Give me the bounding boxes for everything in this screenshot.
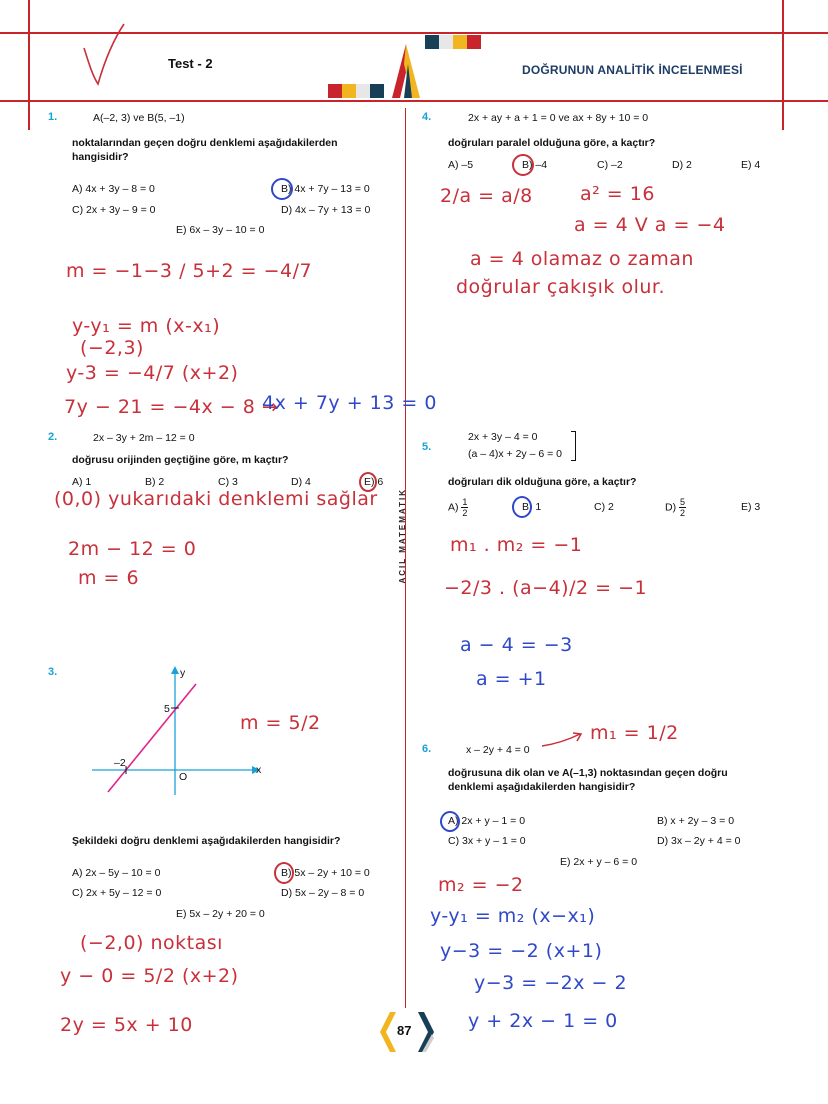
q3-option-b[interactable]: B) 5x – 2y + 10 = 0 [281,867,370,879]
q1-question: noktalarından geçen doğru denklemi aşağıdakilerden hangisidir? [72,137,338,163]
q5-option-d-fraction: $\frac{5}{2}$ [680,497,686,518]
q5-option-d-label: D) [665,501,677,514]
q5-option-a-fraction: $\frac{1}{2}$ [462,497,468,518]
q4-work-line-3: a = 4 V a = −4 [574,214,726,236]
q3-option-e[interactable]: E) 5x – 2y + 20 = 0 [176,908,265,920]
q1-option-a[interactable]: A) 4x + 3y – 8 = 0 [72,183,155,195]
q1-option-e[interactable]: E) 6x – 3y – 10 = 0 [176,224,265,236]
q6-work-line-1: m₂ = −2 [438,874,524,896]
q2-option-a[interactable]: A) 1 [72,476,92,488]
q2-work-line-3: m = 6 [78,567,140,589]
subject-title: DOĞRUNUN ANALİTİK İNCELENMESİ [522,63,743,77]
q3-option-d[interactable]: D) 5x – 2y – 8 = 0 [281,887,365,899]
q4-option-c[interactable]: C) –2 [597,159,623,171]
q6-work-line-2: y-y₁ = m₂ (x−x₁) [430,905,596,927]
q3-number: 3. [48,666,58,678]
q6-option-b[interactable]: B) x + 2y – 3 = 0 [657,815,735,827]
teacher-check-mark [80,20,130,90]
q5-option-a-label: A) [448,501,459,514]
q1-work-line-5: 7y − 21 = −4x − 8 → [64,396,279,418]
brand-a-logo [386,42,426,100]
q1-work-line-2: y-y₁ = m (x-x₁) [72,315,221,337]
q5-answer-circle [512,496,532,518]
q3-option-c[interactable]: C) 2x + 5y – 12 = 0 [72,887,162,899]
q1-given: A(–2, 3) ve B(5, –1) [93,112,185,124]
q4-work-line-5: doğrular çakışık olur. [456,276,666,298]
brand-vertical-text: ACIL MATEMATIK [398,488,407,584]
q5-brace [571,431,576,461]
q4-option-b[interactable]: B) –4 [522,159,548,171]
q1-work-line-1: m = −1−3 / 5+2 = −4/7 [66,260,313,282]
q5-work-line-2: −2/3 . (a−4)/2 = −1 [444,577,648,599]
q3-x-axis-label: x [256,764,262,776]
q2-work-line-2: 2m − 12 = 0 [68,538,197,560]
page-number: 87 [397,1023,412,1038]
q5-work-line-4: a = +1 [476,668,547,690]
q3-option-a[interactable]: A) 2x – 5y – 10 = 0 [72,867,161,879]
q6-option-e[interactable]: E) 2x + y – 6 = 0 [560,856,638,868]
q5-given-1: 2x + 3y – 4 = 0 [468,431,538,443]
q6-number: 6. [422,743,432,755]
logo-color-blocks-bottom [328,84,384,98]
logo-color-blocks-top [425,35,481,49]
q1-option-d[interactable]: D) 4x – 7y + 13 = 0 [281,204,371,216]
q5-option-a[interactable] [448,497,468,518]
q5-given-2: (a – 4)x + 2y – 6 = 0 [468,448,562,460]
q3-work-line-4: 2y = 5x + 10 [60,1014,193,1036]
q1-answer-circle [271,178,293,200]
q3-work-line-3: y − 0 = 5/2 (x+2) [60,965,239,987]
q2-number: 2. [48,431,58,443]
q2-given: 2x – 3y + 2m – 12 = 0 [93,432,195,444]
q4-question: doğruları paralel olduğuna göre, a kaçtır? [448,137,656,149]
q4-option-a[interactable]: A) –5 [448,159,474,171]
q3-answer-circle [274,862,294,884]
q6-given: x – 2y + 4 = 0 [466,744,530,756]
q1-work-line-4: y-3 = −4/7 (x+2) [66,362,239,384]
q4-work-line-2: a² = 16 [580,183,655,205]
q3-question: Şekildeki doğru denklemi aşağıdakilerden hangisidir? [72,835,341,847]
q3-work-line-2: (−2,0) noktası [80,932,223,954]
q1-work-line-3: (−2,3) [80,337,144,359]
q6-option-a[interactable]: A) 2x + y – 1 = 0 [448,815,526,827]
q2-option-e[interactable]: E) 6 [364,476,384,488]
q2-option-b[interactable]: B) 2 [145,476,165,488]
q1-number: 1. [48,111,58,123]
q6-work-line-3: y−3 = −2 (x+1) [440,940,603,962]
q6-option-d[interactable]: D) 3x – 2y + 4 = 0 [657,835,741,847]
frame-left-line [28,0,30,130]
q2-work-line-1: (0,0) yukarıdaki denklemi sağlar [54,488,378,510]
q3-x-intercept-label: –2 [114,757,126,769]
q6-answer-circle [440,811,460,832]
q2-option-c[interactable]: C) 3 [218,476,238,488]
test-title: Test - 2 [168,56,213,71]
q3-origin-label: O [179,771,188,783]
q6-arrow-note: m₁ = 1/2 [590,722,679,744]
q6-work-line-4: y−3 = −2x − 2 [474,972,628,994]
q5-option-c[interactable]: C) 2 [594,501,614,513]
q6-work-line-5: y + 2x − 1 = 0 [468,1010,618,1032]
q6-question: doğrusuna dik olan ve A(–1,3) noktasından geçen doğru denklemi aşağıdakilerden hangisidir? [448,767,728,793]
q1-option-b[interactable]: B) 4x + 7y – 13 = 0 [281,183,370,195]
frame-right-line [782,0,784,130]
q1-option-c[interactable]: C) 2x + 3y – 9 = 0 [72,204,156,216]
q5-option-d[interactable] [665,497,686,518]
q4-given: 2x + ay + a + 1 = 0 ve ax + 8y + 10 = 0 [468,112,649,124]
q5-option-e[interactable]: E) 3 [741,501,761,513]
q3-work-line-1: m = 5/2 [240,712,321,734]
q6-option-c[interactable]: C) 3x + y – 1 = 0 [448,835,526,847]
q4-option-d[interactable]: D) 2 [672,159,692,171]
header-bottom-line [0,100,828,102]
q3-y-intercept-label: 5 [164,703,170,715]
q4-answer-circle [512,154,534,176]
q5-work-line-1: m₁ . m₂ = −1 [450,534,583,556]
q5-question: doğruları dik olduğuna göre, a kaçtır? [448,476,637,488]
q2-option-d[interactable]: D) 4 [291,476,311,488]
q4-work-line-1: 2/a = a/8 [440,185,533,207]
q5-number: 5. [422,441,432,453]
q4-number: 4. [422,111,432,123]
q5-option-b[interactable]: B) 1 [522,501,542,513]
q5-work-line-3: a − 4 = −3 [460,634,573,656]
q6-arrow-icon [540,730,584,750]
q4-option-e[interactable]: E) 4 [741,159,761,171]
q2-question: doğrusu orijinden geçtiğine göre, m kaçtır? [72,454,289,466]
q1-work-result: 4x + 7y + 13 = 0 [262,392,437,414]
q4-work-line-4: a = 4 olamaz o zaman [470,248,694,270]
q3-y-axis-label: y [180,667,186,679]
